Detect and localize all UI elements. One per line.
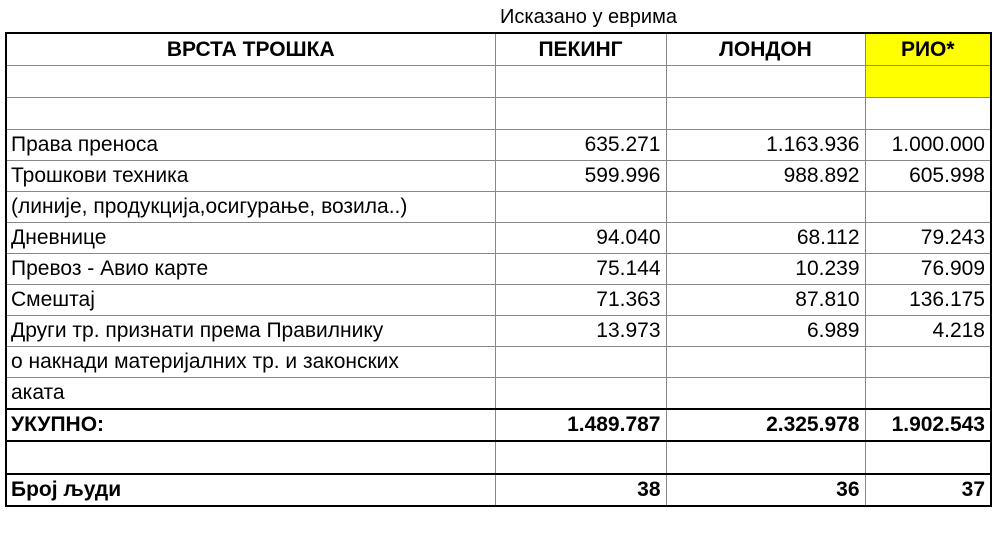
row-label: о накнади материјалних тр. и законских [6, 347, 495, 378]
row-label: аката [6, 378, 495, 410]
value-beijing: 635.271 [495, 130, 666, 161]
value-rio: 605.998 [865, 161, 991, 192]
value-london [666, 192, 865, 223]
total-row [6, 409, 991, 441]
value-rio: 136.175 [865, 285, 991, 316]
table-row [6, 254, 991, 285]
value-london: 988.892 [666, 161, 865, 192]
value-london: 68.112 [666, 223, 865, 254]
row-label: Превоз - Авио карте [6, 254, 495, 285]
header-london: ЛОНДОН [666, 33, 865, 66]
cell [666, 66, 865, 98]
value-rio: 1.000.000 [865, 130, 991, 161]
header-cost-type: ВРСТА ТРОШКА [6, 33, 495, 66]
people-label: Број људи [6, 474, 495, 506]
value-beijing: 13.973 [495, 316, 666, 347]
value-rio: 79.243 [865, 223, 991, 254]
value-beijing: 599.996 [495, 161, 666, 192]
blank-row [6, 66, 991, 98]
blank-row [6, 441, 991, 474]
header-rio: РИО* [865, 33, 991, 66]
row-label: Смештај [6, 285, 495, 316]
table-row [6, 130, 991, 161]
value-beijing [495, 378, 666, 410]
table-row [6, 161, 991, 192]
value-beijing: 94.040 [495, 223, 666, 254]
row-label: Други тр. признати према Правилнику [6, 316, 495, 347]
cell [495, 441, 666, 474]
header-row [6, 33, 991, 66]
total-beijing: 1.489.787 [495, 409, 666, 441]
people-row [6, 474, 991, 506]
table-caption: Исказано у еврима [500, 6, 677, 28]
value-london: 1.163.936 [666, 130, 865, 161]
cell [495, 98, 666, 130]
cell [6, 66, 495, 98]
value-rio: 4.218 [865, 316, 991, 347]
row-label: (линије, продукција,осигурање, возила..) [6, 192, 495, 223]
cell [666, 98, 865, 130]
people-beijing: 38 [495, 474, 666, 506]
value-rio: 76.909 [865, 254, 991, 285]
value-beijing [495, 192, 666, 223]
cell [865, 66, 991, 98]
table-row [6, 347, 991, 378]
row-label: Трошкови техника [6, 161, 495, 192]
row-label: Права преноса [6, 130, 495, 161]
total-label: УКУПНО: [6, 409, 495, 441]
cell [6, 98, 495, 130]
table-row [6, 316, 991, 347]
total-rio: 1.902.543 [865, 409, 991, 441]
row-label: Дневнице [6, 223, 495, 254]
table-row [6, 285, 991, 316]
table-row [6, 192, 991, 223]
value-rio [865, 378, 991, 410]
value-beijing: 71.363 [495, 285, 666, 316]
table-row [6, 378, 991, 410]
value-rio [865, 347, 991, 378]
header-beijing: ПЕКИНГ [495, 33, 666, 66]
value-rio [865, 192, 991, 223]
value-london [666, 378, 865, 410]
cell [6, 441, 495, 474]
cell [865, 441, 991, 474]
people-rio: 37 [865, 474, 991, 506]
value-london: 87.810 [666, 285, 865, 316]
value-beijing: 75.144 [495, 254, 666, 285]
cell [666, 441, 865, 474]
value-london: 6.989 [666, 316, 865, 347]
blank-row [6, 98, 991, 130]
table-row [6, 223, 991, 254]
total-london: 2.325.978 [666, 409, 865, 441]
value-beijing [495, 347, 666, 378]
people-london: 36 [666, 474, 865, 506]
cell [865, 98, 991, 130]
value-london: 10.239 [666, 254, 865, 285]
cost-table [5, 32, 992, 507]
value-london [666, 347, 865, 378]
cell [495, 66, 666, 98]
